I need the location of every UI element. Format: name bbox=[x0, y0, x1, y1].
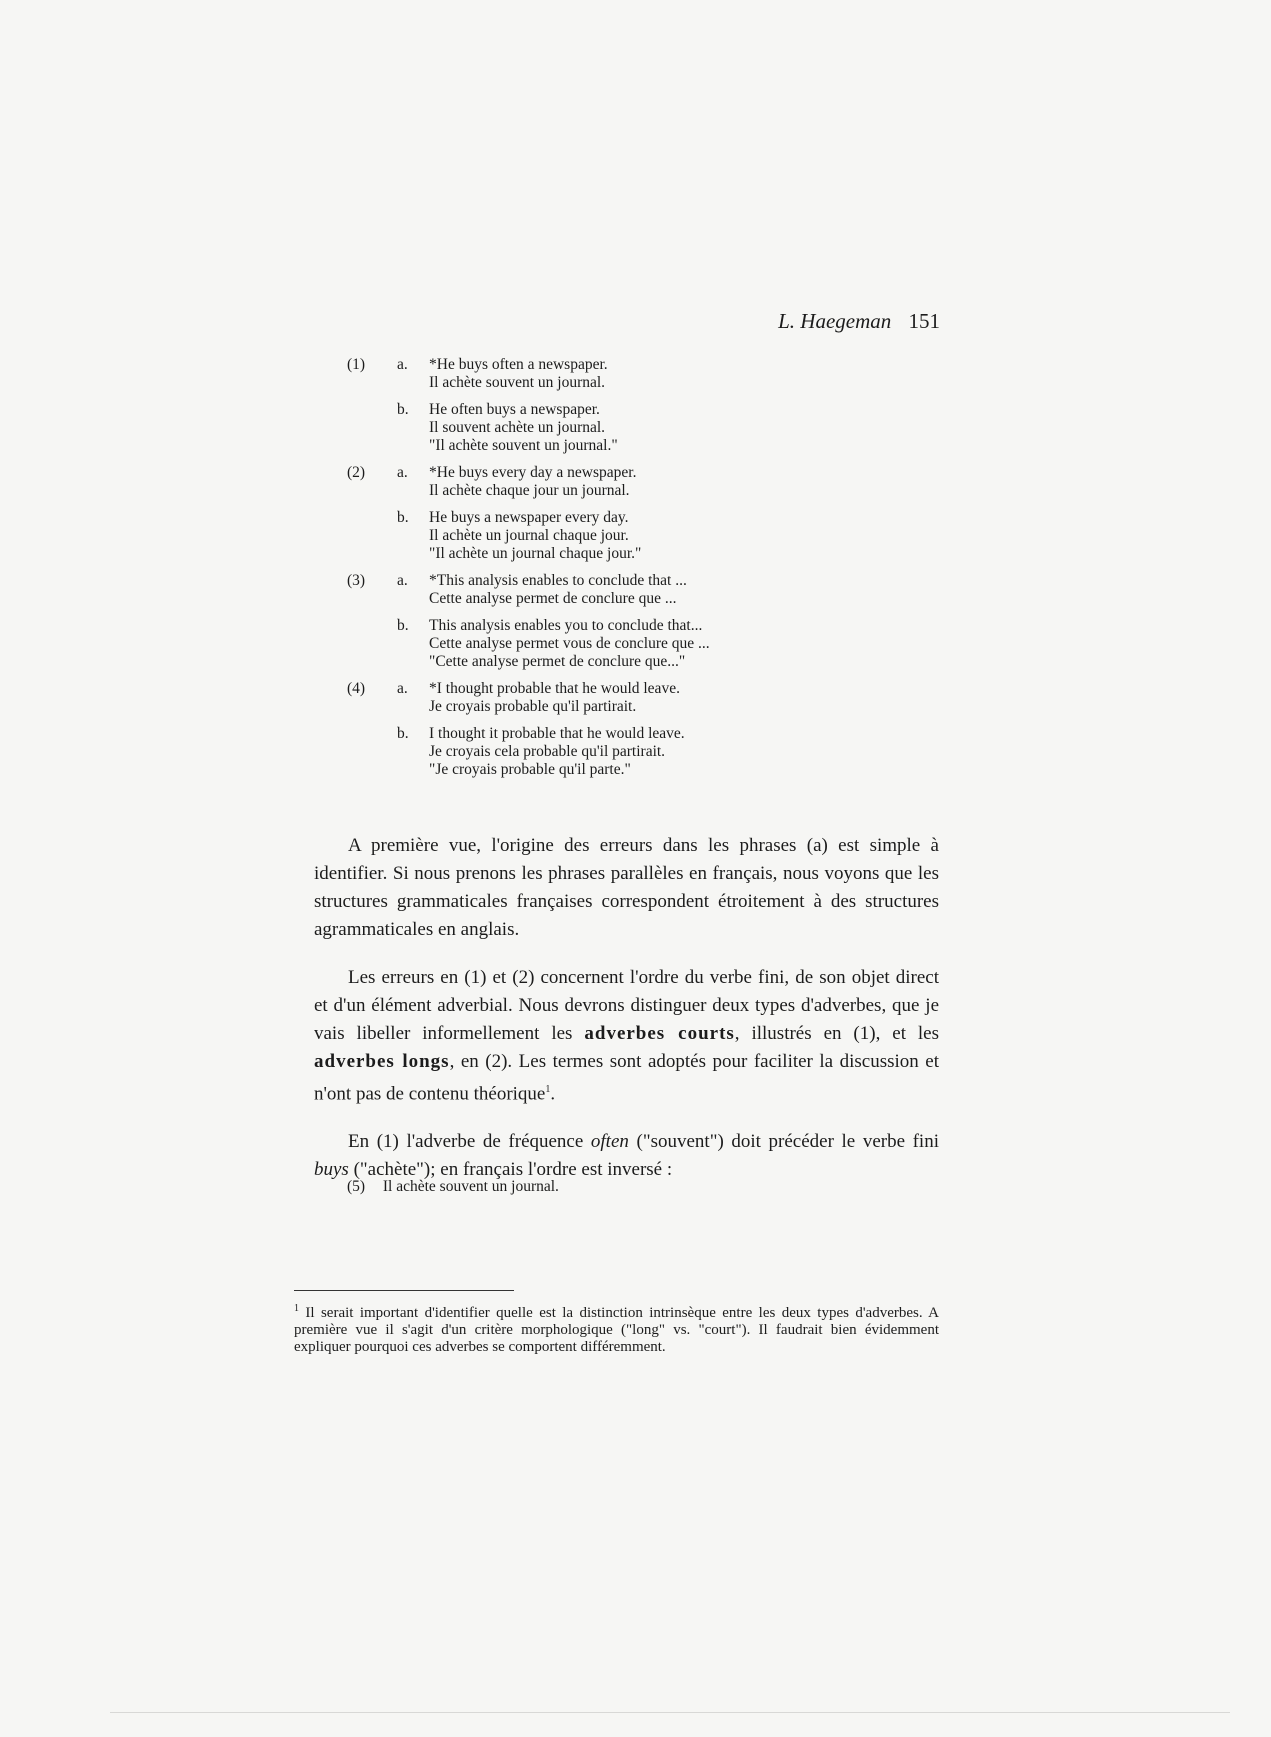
example-line: He buys a newspaper every day. bbox=[429, 509, 629, 526]
footnote-marker: 1 bbox=[294, 1303, 299, 1314]
paragraph-2-text-b: , illustrés en (1), et les bbox=[734, 1023, 940, 1044]
footnote bbox=[294, 1300, 939, 1356]
paragraph-3 bbox=[314, 1128, 939, 1184]
example-letter: b. bbox=[397, 401, 409, 418]
example-line: *This analysis enables to conclude that ... bbox=[429, 572, 687, 589]
example-line: "Cette analyse permet de conclure que..." bbox=[429, 653, 686, 670]
example-number: (4) bbox=[347, 680, 366, 697]
example-group bbox=[347, 464, 807, 563]
example-5 bbox=[347, 1178, 559, 1196]
example-line: I thought it probable that he would leave. bbox=[429, 725, 685, 742]
example-group bbox=[347, 356, 807, 455]
example-line: "Il achète un journal chaque jour." bbox=[429, 545, 642, 562]
example-line: Il achète souvent un journal. bbox=[429, 374, 606, 391]
example-list bbox=[347, 356, 807, 788]
example-line: This analysis enables you to conclude that... bbox=[429, 617, 703, 634]
body-text bbox=[314, 832, 939, 1204]
example-line: Il achète un journal chaque jour. bbox=[429, 527, 629, 544]
example-number: (2) bbox=[347, 464, 366, 481]
example-line: *He buys every day a newspaper. bbox=[429, 464, 637, 481]
example-item bbox=[397, 617, 807, 671]
example-item bbox=[397, 356, 807, 392]
term-adverbes-longs: adverbes longs bbox=[314, 1051, 450, 1072]
example-letter: a. bbox=[397, 356, 408, 373]
word-buys: buys bbox=[314, 1159, 349, 1181]
example-line: Il souvent achète un journal. bbox=[429, 419, 606, 436]
example-item bbox=[397, 509, 807, 563]
footnote-divider bbox=[294, 1290, 514, 1291]
scan-edge-line bbox=[110, 1712, 1230, 1713]
example-item bbox=[397, 680, 807, 716]
page-number: 151 bbox=[908, 309, 940, 333]
example-letter: b. bbox=[397, 617, 409, 634]
example-letter: a. bbox=[397, 464, 408, 481]
example-item bbox=[397, 572, 807, 608]
paragraph-2-text-a: Les erreurs en (1) et (2) concernent l'ordre du verbe fini, de son objet direct et d'un élément adverbial. Nous devrons distinguer deux types d'adverbes, que je vais libeller informellement les bbox=[314, 967, 939, 1044]
paragraph-2-text-c: , en (2). Les termes sont adoptés pour faciliter la discussion et n'ont pas de contenu théorique bbox=[314, 1051, 939, 1105]
example-line: He often buys a newspaper. bbox=[429, 401, 600, 418]
example-5-text: Il achète souvent un journal. bbox=[382, 1178, 559, 1195]
paragraph-3-text-c: ("achète"); en français l'ordre est inversé : bbox=[348, 1159, 673, 1181]
example-item bbox=[397, 401, 807, 455]
example-line: "Je croyais probable qu'il parte." bbox=[429, 761, 631, 778]
header-author: L. Haegeman bbox=[778, 309, 892, 333]
running-header bbox=[700, 309, 940, 334]
word-often: often bbox=[590, 1131, 629, 1153]
paragraph-1: A première vue, l'origine des erreurs dans les phrases (a) est simple à identifier. Si nous prenons les phrases parallèles en français, nous voyons que les structures grammaticales françaises correspondent étroitement à des structures agrammaticales en anglais. bbox=[314, 835, 939, 940]
example-line: Je croyais cela probable qu'il partirait. bbox=[429, 743, 666, 760]
paragraph-3-text-a: En (1) l'adverbe de fréquence bbox=[348, 1131, 591, 1153]
footnote-reference: 1 bbox=[545, 1084, 551, 1095]
example-letter: b. bbox=[397, 725, 409, 742]
paragraph-3-text-b: ("souvent") doit précéder le verbe fini bbox=[628, 1131, 939, 1153]
example-item bbox=[397, 725, 807, 779]
example-letter: a. bbox=[397, 680, 408, 697]
example-letter: a. bbox=[397, 572, 408, 589]
example-number: (1) bbox=[347, 356, 366, 373]
footnote-text: Il serait important d'identifier quelle est la distinction intrinsèque entre les deux types d'adverbes. A première vue il s'agit d'un critère morphologique ("long" vs. "court"). Il faudrait bien évidemment expliquer pourquoi ces adverbes se comportent différemment. bbox=[294, 1305, 939, 1355]
paragraph-2-text-d: . bbox=[550, 1083, 556, 1105]
example-group bbox=[347, 680, 807, 779]
example-number: (3) bbox=[347, 572, 366, 589]
example-line: Cette analyse permet de conclure que ... bbox=[429, 590, 677, 607]
paragraph-2 bbox=[314, 964, 939, 1108]
example-item bbox=[397, 464, 807, 500]
example-line: *I thought probable that he would leave. bbox=[429, 680, 680, 697]
term-adverbes-courts: adverbes courts bbox=[584, 1023, 735, 1044]
example-line: *He buys often a newspaper. bbox=[429, 356, 608, 373]
example-5-number: (5) bbox=[347, 1178, 366, 1195]
example-letter: b. bbox=[397, 509, 409, 526]
example-line: Il achète chaque jour un journal. bbox=[429, 482, 630, 499]
example-line: Je croyais probable qu'il partirait. bbox=[429, 698, 637, 715]
example-group bbox=[347, 572, 807, 671]
example-line: Cette analyse permet vous de conclure que ... bbox=[429, 635, 710, 652]
example-line: "Il achète souvent un journal." bbox=[429, 437, 618, 454]
